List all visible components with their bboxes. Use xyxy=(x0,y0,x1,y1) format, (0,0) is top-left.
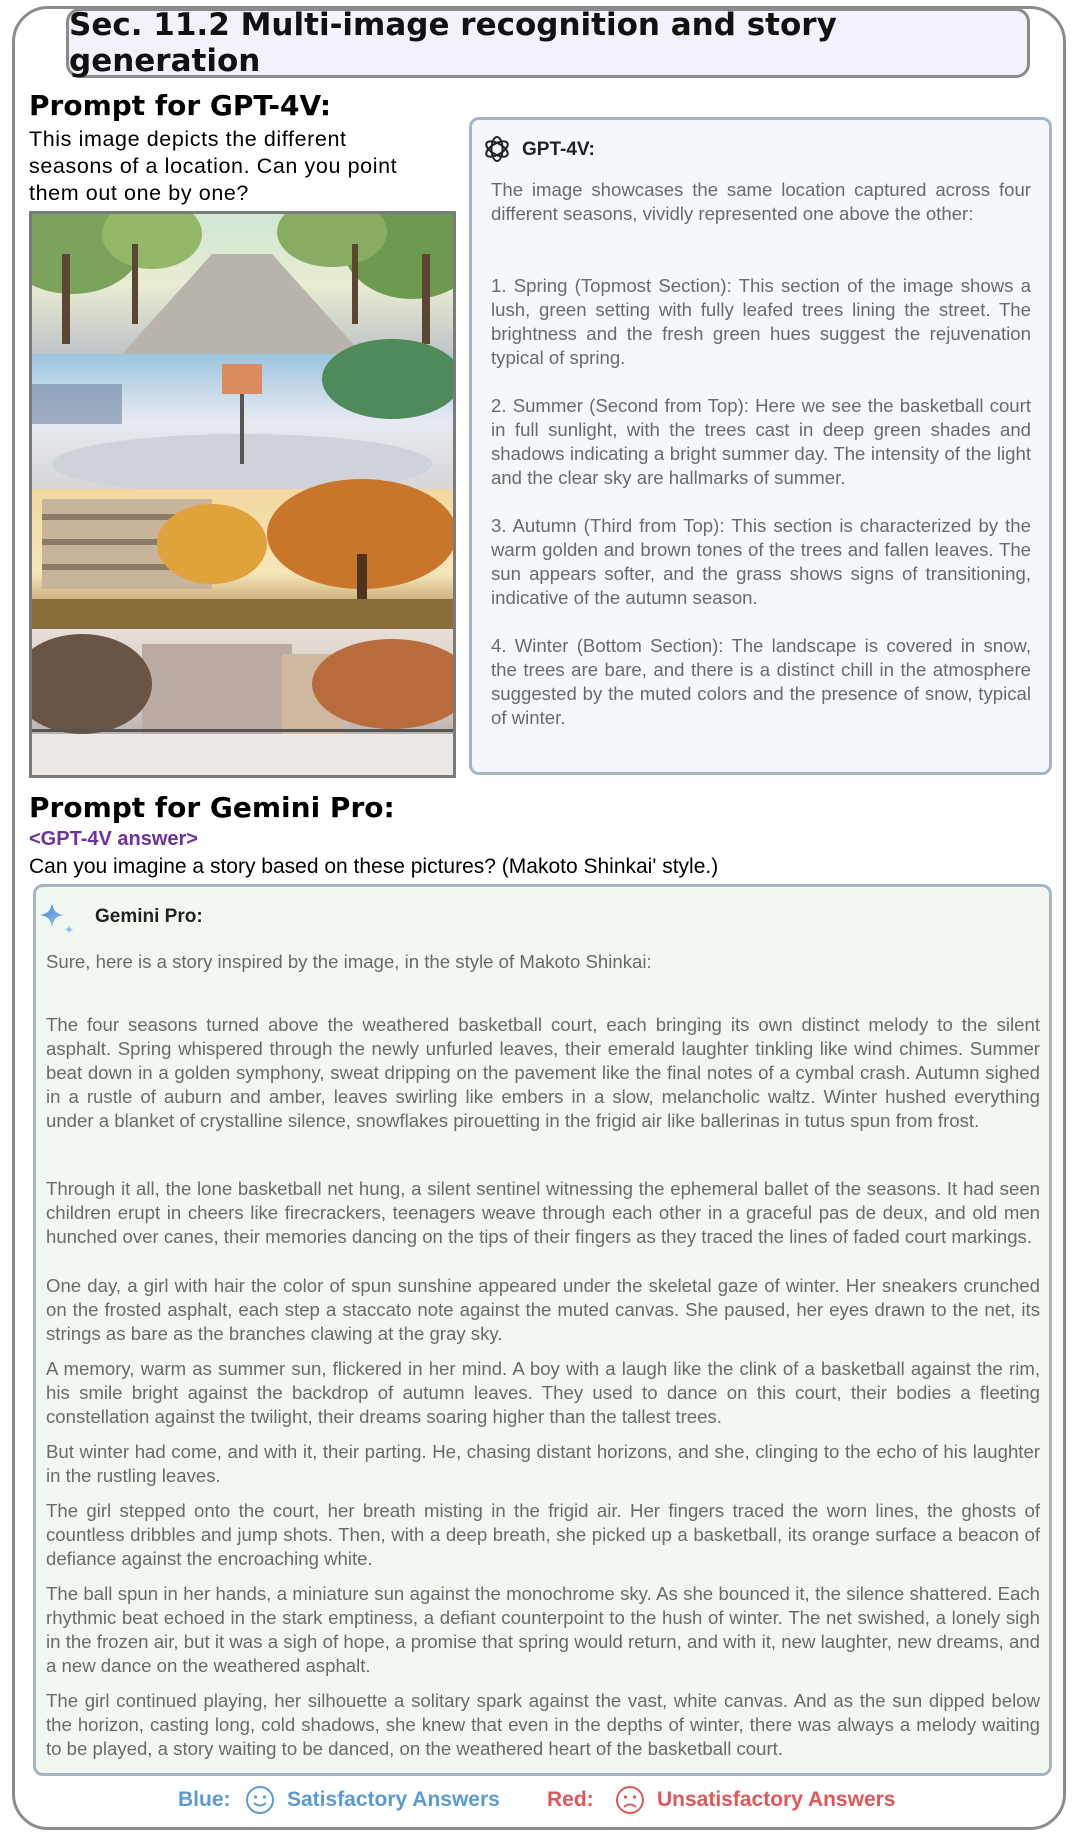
gemini-prompt-question: Can you imagine a story based on these pictures? (Makoto Shinkai' style.) xyxy=(29,855,719,878)
gpt4v-paragraph: 1. Spring (Topmost Section): This section of the image shows a lush, green setting with fully leafed trees lining the street. The brightness and the fresh green hues suggest the rejuvenation typical of spring. xyxy=(491,275,1031,368)
gpt-prompt-heading: Prompt for GPT-4V: xyxy=(29,89,332,122)
gemini-prompt-heading: Prompt for Gemini Pro: xyxy=(29,791,395,824)
gpt-prompt-line: them out one by one? xyxy=(29,181,249,205)
title-banner xyxy=(66,8,1030,78)
four-seasons-image xyxy=(29,211,456,778)
legend-blue-text: Satisfactory Answers xyxy=(287,1788,500,1811)
gpt4v-paragraph: 3. Autumn (Third from Top): This section is characterized by the warm golden and brown tones of the trees and fallen leaves. The sun appears softer, and the grass shows signs of transitioning, indicative of the autumn season. xyxy=(491,515,1031,608)
gemini-paragraph: The girl continued playing, her silhouette a solitary spark against the vast, white canvas. And as the sun dipped below the horizon, casting long, cold shadows, she knew that even in the depths of winter, there was always a melody waiting to be played, a story waiting to be danced, on the weathered heart of the basketball court. xyxy=(46,1690,1040,1759)
gemini-paragraph: The four seasons turned above the weathered basketball court, each bringing its own distinct melody to the silent asphalt. Spring whispered through the newly unfurled leaves, their emerald laughter tinkling like wind chimes. Summer beat down in a golden symphony, sweat dripping on the pavement like the final notes of a cymbal crash. Autumn sighed in a rustle of auburn and amber, leaves swirling like embers in a slow, melancholic waltz. Winter hushed everything under a blanket of crystalline silence, snowflakes pirouetting in the frigid air like ballerinas in tutus spun from frost. xyxy=(46,1014,1040,1131)
gpt4v-paragraph: 2. Summer (Second from Top): Here we see the basketball court in full sunlight, with the trees cast in deep green shades and shadows indicating a bright summer day. The intensity of the light and the clear sky are hallmarks of summer. xyxy=(491,395,1031,488)
seasons-illustration xyxy=(32,214,453,775)
openai-logo-icon xyxy=(482,134,512,164)
gpt4v-paragraph: The image showcases the same location captured across four different seasons, vividly represented one above the other: xyxy=(491,179,1031,224)
legend xyxy=(0,1783,1080,1819)
gemini-paragraph: But winter had come, and with it, their parting. He, chasing distant horizons, and she, clinging to the echo of his laughter in the rustling leaves. xyxy=(46,1441,1040,1486)
gemini-paragraph: Through it all, the lone basketball net hung, a silent sentinel witnessing the ephemeral ballet of the seasons. It had seen children erupt in cheers like firecrackers, teenagers weave through each other in a graceful pas de deux, and old men hunched over canes, their memories dancing on the tips of their fingers as they traced the lines of faded court markings. xyxy=(46,1178,1040,1247)
gemini-paragraph: One day, a girl with hair the color of spun sunshine appeared under the skeletal gaze of winter. Her sneakers crunched on the frosted asphalt, each step a staccato note against the muted canvas. She paused, her eyes drawn to the net, its strings as bare as the branches clawing at the gray sky. xyxy=(46,1275,1040,1344)
gemini-label: Gemini Pro: xyxy=(95,906,203,927)
gemini-paragraph: A memory, warm as summer sun, flickered in her mind. A boy with a laugh like the clink of a basketball against the rim, his smile bright against the backdrop of autumn leaves. They used to dance on this court, their bodies a fleeting constellation against the twilight, their dreams soaring higher than the tallest trees. xyxy=(46,1358,1040,1427)
gpt-prompt-line: seasons of a location. Can you point xyxy=(29,154,398,178)
page-title: Sec. 11.2 Multi-image recognition and story generation xyxy=(69,7,837,79)
gpt4v-answer-box xyxy=(469,117,1052,775)
sad-face-icon xyxy=(614,1783,646,1815)
gemini-paragraph: The girl stepped onto the court, her breath misting in the frigid air. Her fingers traced the worn lines, the ghosts of countless dribbles and jump shots. Then, with a deep breath, she picked up a basketball, its orange surface a beacon of defiance against the encroaching white. xyxy=(46,1500,1040,1569)
gemini-sparkle-icon xyxy=(36,899,78,939)
legend-blue-label: Blue: xyxy=(178,1788,231,1811)
legend-red-text: Unsatisfactory Answers xyxy=(657,1788,896,1811)
gemini-answer-box xyxy=(33,884,1052,1776)
smiley-face-icon xyxy=(244,1783,276,1815)
gpt4v-answer-reference: <GPT-4V answer> xyxy=(29,828,198,850)
gemini-paragraph: The ball spun in her hands, a miniature sun against the monochrome sky. As she bounced it, the silence shattered. Each rhythmic beat echoed in the stark emptiness, a defiant counterpoint to the hush of winter. The net swished, a lonely sigh in the frozen air, but it was a sigh of hope, a promise that spring would return, and with it, new laughter, new dreams, and a new dance on the weathered asphalt. xyxy=(46,1583,1040,1676)
gpt-prompt-line: This image depicts the different xyxy=(29,127,347,151)
gemini-intro: Sure, here is a story inspired by the image, in the style of Makoto Shinkai: xyxy=(46,951,652,972)
gpt4v-paragraph: 4. Winter (Bottom Section): The landscape is covered in snow, the trees are bare, and there is a distinct chill in the atmosphere suggested by the muted colors and the presence of snow, typical of winter. xyxy=(491,635,1031,728)
legend-red-label: Red: xyxy=(547,1788,594,1811)
gpt-prompt-text xyxy=(29,126,397,207)
gpt4v-label: GPT-4V: xyxy=(522,139,595,160)
